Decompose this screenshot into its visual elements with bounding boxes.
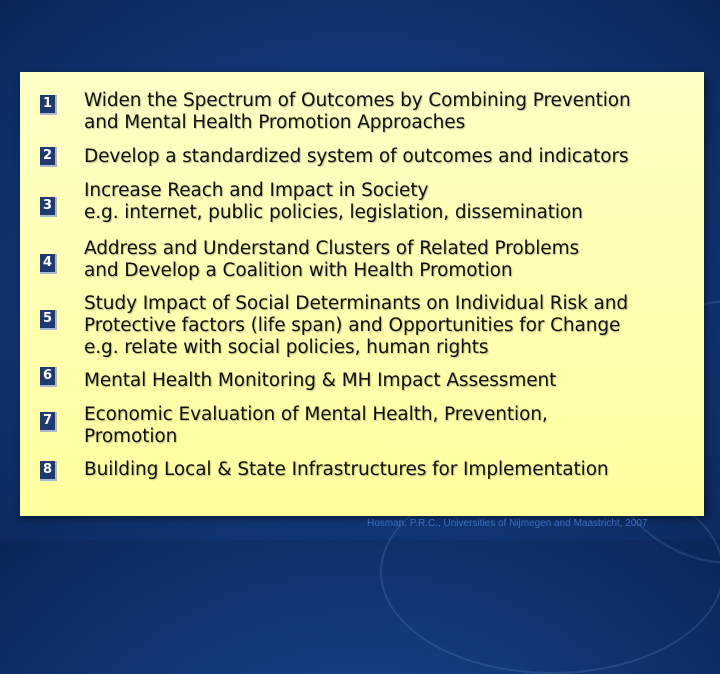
item-text [84,238,698,282]
item-text-line: Economic Evaluation of Mental Health, Prevention, [84,404,548,425]
item-text-line: Address and Understand Clusters of Related Problems [84,238,580,259]
item-text [84,370,698,392]
item-number-badge: 7 [40,412,57,432]
item-text-line: e.g. internet, public policies, legislation, dissemination [84,202,583,223]
item-number-badge: 6 [40,367,57,387]
item-text-line: Mental Health Monitoring & MH Impact Assessment [84,370,557,391]
content-panel [20,72,704,516]
item-text [84,90,698,134]
item-number-badge: 3 [40,197,57,217]
item-text-line: and Mental Health Promotion Approaches [84,112,466,133]
item-number-badge: 5 [40,310,57,330]
item-number-badge: 8 [40,461,57,481]
citation-footer: Hosman, P.R.C., Universities of Nijmegen and Maastricht, 2007 [367,518,648,529]
item-text-line: Develop a standardized system of outcomes and indicators [84,146,629,167]
item-text-line: Promotion [84,426,178,447]
item-text [84,293,698,359]
item-text [84,146,698,168]
item-text-line: Widen the Spectrum of Outcomes by Combining Prevention [84,90,631,111]
item-number-badge: 4 [40,254,57,274]
item-number-badge: 2 [40,147,57,167]
item-text-line: Study Impact of Social Determinants on Individual Risk and [84,293,628,314]
item-text [84,459,698,481]
item-text-line: e.g. relate with social policies, human rights [84,337,489,358]
item-text-line: Building Local & State Infrastructures for Implementation [84,459,609,480]
item-text-line: Increase Reach and Impact in Society [84,180,429,201]
item-text [84,404,698,448]
item-number-badge: 1 [40,95,57,115]
item-text-line: and Develop a Coalition with Health Promotion [84,260,513,281]
item-text [84,180,698,224]
item-text-line: Protective factors (life span) and Opportunities for Change [84,315,621,336]
